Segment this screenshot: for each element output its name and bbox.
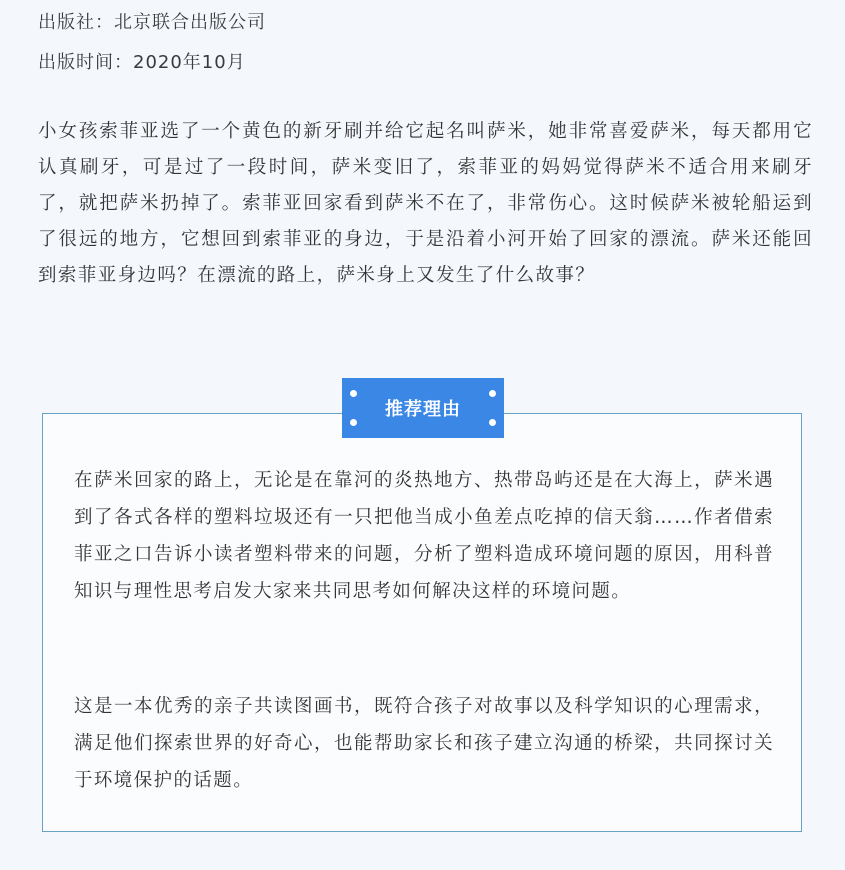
- badge-dot-top-left: [350, 390, 357, 397]
- recommendation-box: [42, 413, 802, 832]
- recommendation-paragraph-1: 在萨米回家的路上，无论是在靠河的炎热地方、热带岛屿还是在大海上，萨米遇到了各式各样的塑料垃圾还有一只把他当成小鱼差点吃掉的信天翁……作者借索菲亚之口告诉小读者塑料带来的问题，分析了塑料造成环境问题的原因，用科普知识与理性思考启发大家来共同思考如何解决这样的环境问题。: [74, 470, 774, 602]
- publisher-line: 出版社：北京联合出版公司: [38, 12, 266, 33]
- recommendation-badge: [342, 378, 504, 438]
- badge-dot-top-right: [489, 390, 496, 397]
- badge-dot-bottom-left: [350, 419, 357, 426]
- publication-date-line: 出版时间：2020年10月: [38, 52, 246, 73]
- recommendation-paragraph-2: 这是一本优秀的亲子共读图画书，既符合孩子对故事以及科学知识的心理需求，满足他们探索世界的好奇心，也能帮助家长和孩子建立沟通的桥梁，共同探讨关于环境保护的话题。: [74, 696, 774, 791]
- recommendation-badge-label: 推荐理由: [385, 399, 461, 420]
- synopsis-paragraph: 小女孩索菲亚选了一个黄色的新牙刷并给它起名叫萨米，她非常喜爱萨米，每天都用它认真刷牙，可是过了一段时间，萨米变旧了，索菲亚的妈妈觉得萨米不适合用来刷牙了，就把萨米扔掉了。索菲亚回家看到萨米不在了，非常伤心。这时候萨米被轮船运到了很远的地方，它想回到索菲亚的身边，于是沿着小河开始了回家的漂流。萨米还能回到索菲亚身边吗？在漂流的路上，萨米身上又发生了什么故事？: [38, 121, 813, 286]
- badge-dot-bottom-right: [489, 419, 496, 426]
